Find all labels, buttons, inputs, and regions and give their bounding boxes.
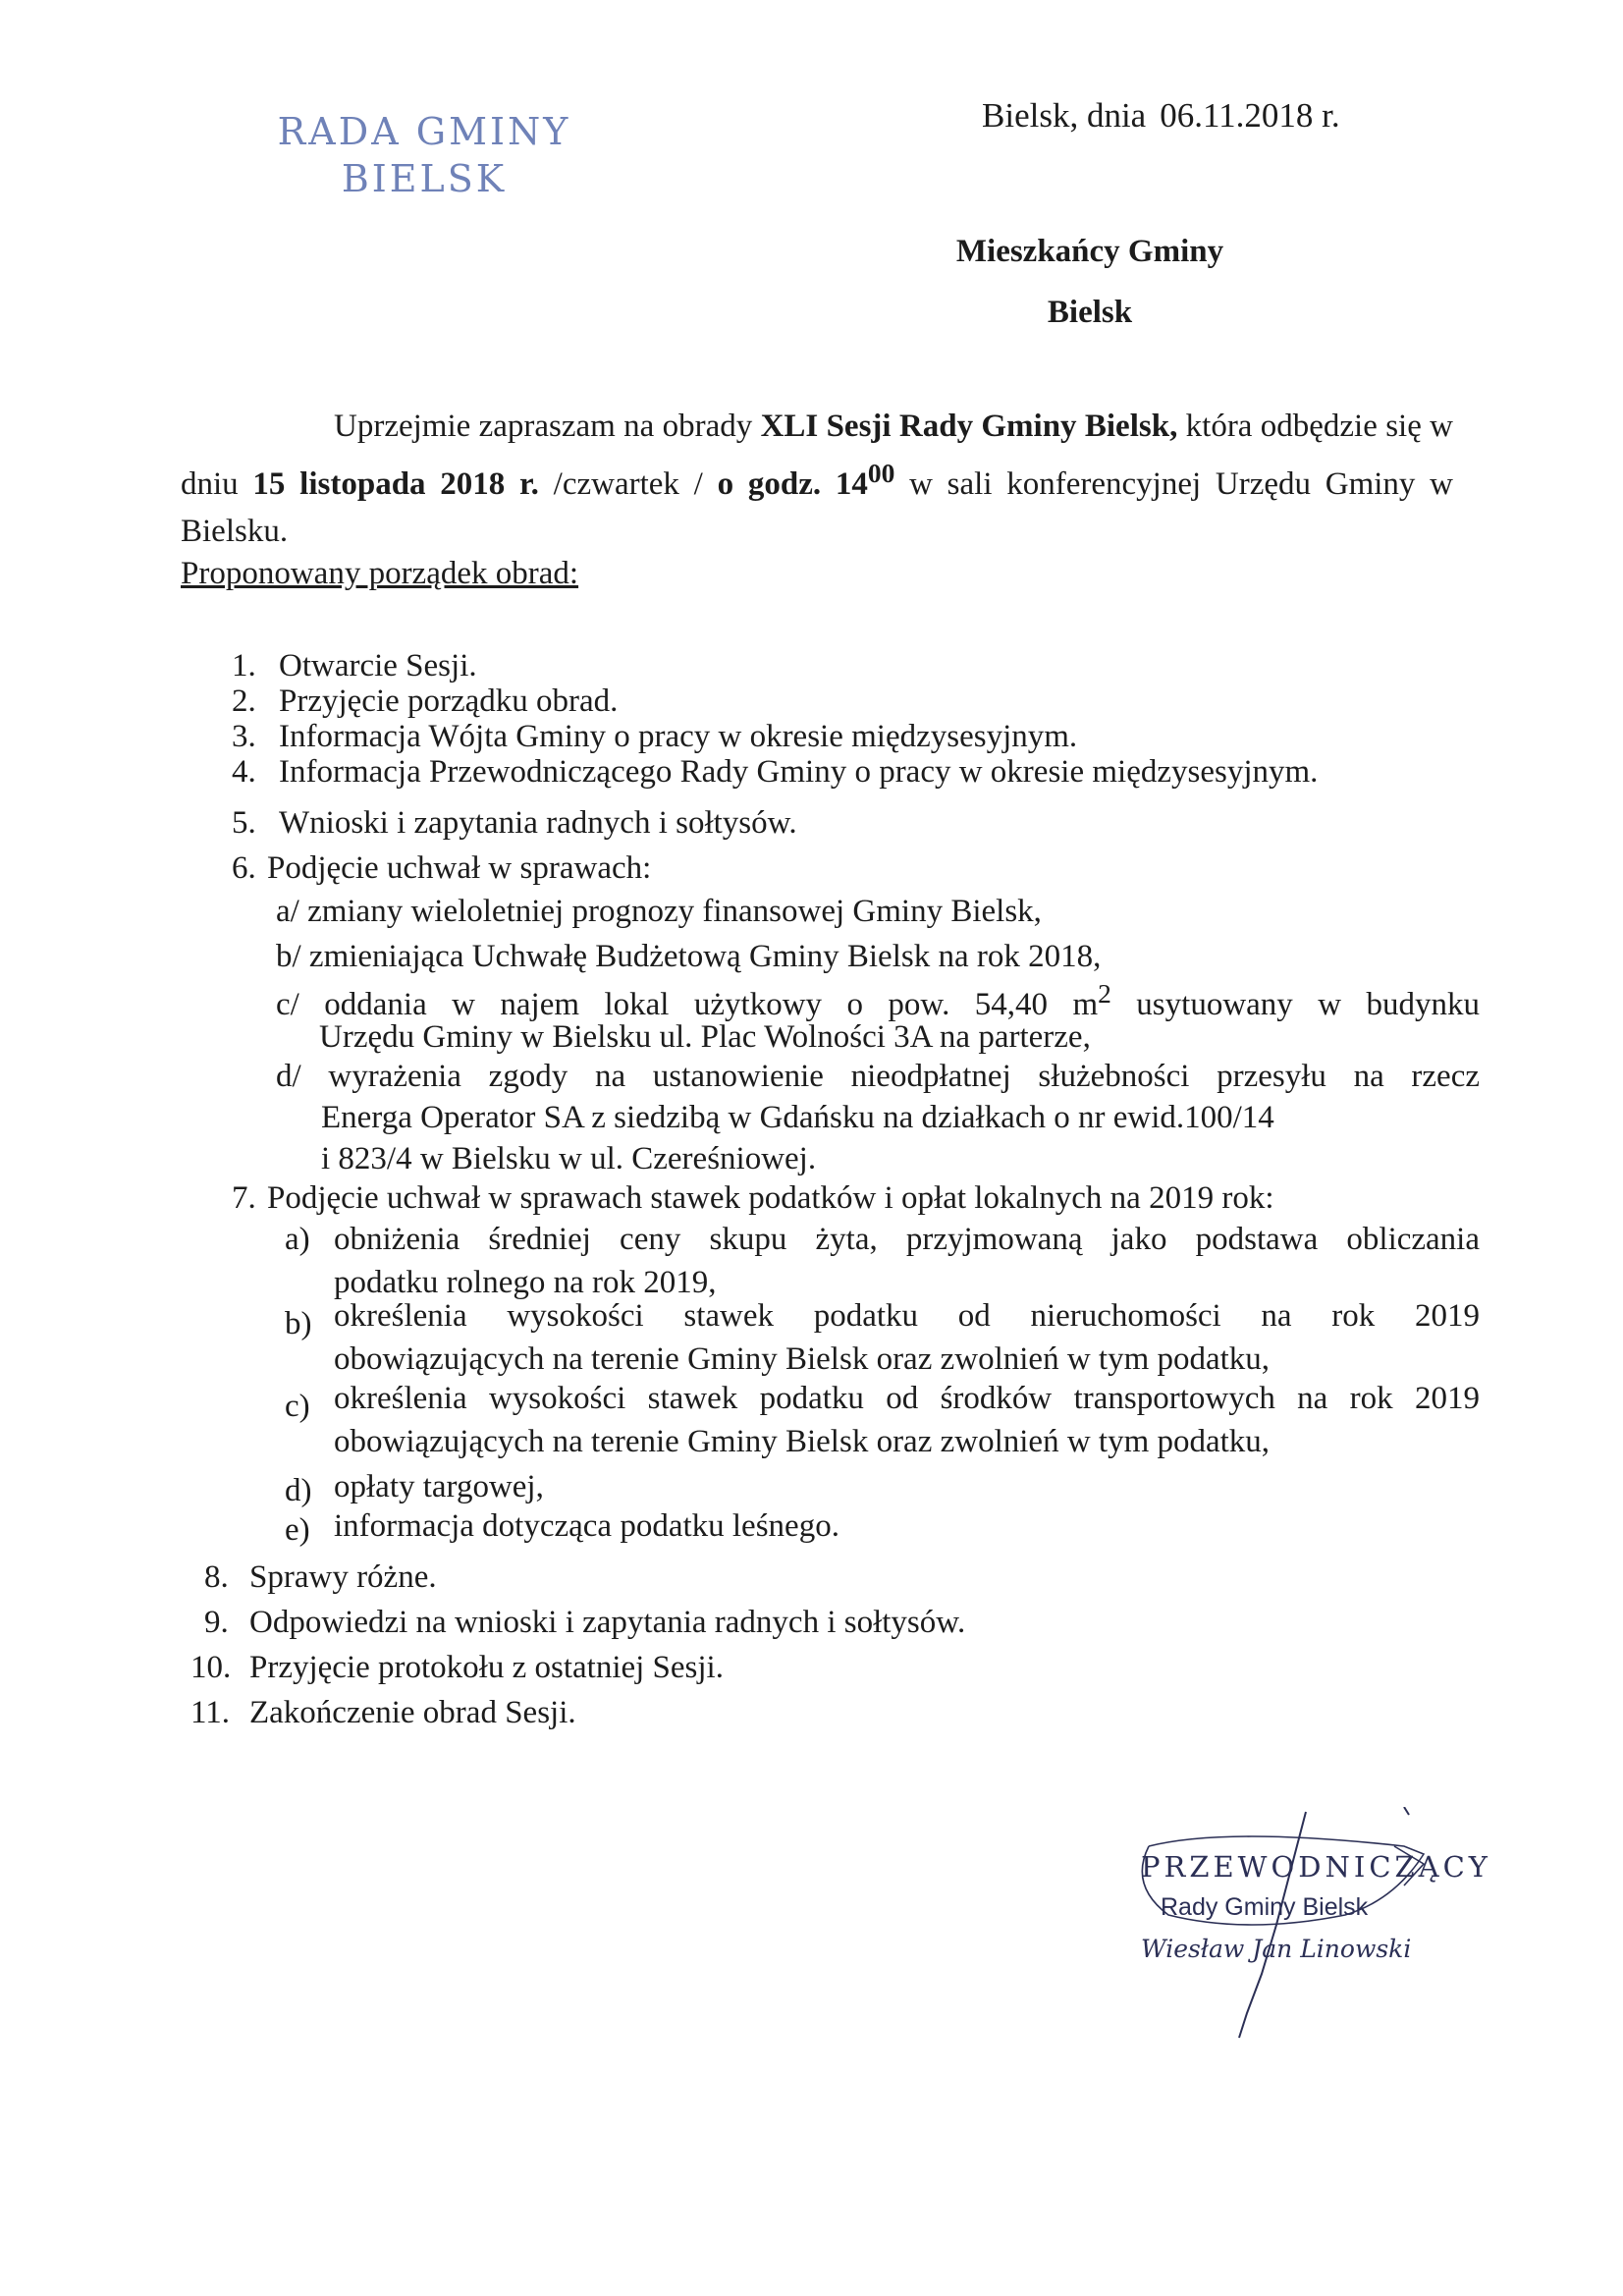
agenda-item-2: 2. Przyjęcie porządku obrad. <box>232 683 619 719</box>
item-7-sub-e-text: informacja dotycząca podatku leśnego. <box>334 1508 839 1544</box>
invitation-paragraph <box>181 403 1453 555</box>
agenda-item-11: 11. Zakończenie obrad Sesji. <box>190 1695 576 1730</box>
item-7-sub-b-line-1: określenia wysokości stawek podatku od nieruchomości na rok 2019 <box>334 1298 1480 1334</box>
intro-text-2: która odbędzie się w dniu <box>181 409 1453 502</box>
addressee-line-1: Mieszkańcy Gminy <box>955 234 1224 269</box>
agenda-item-3: 3. Informacja Wójta Gminy o pracy w okresie międzysesyjnym. <box>232 719 1078 754</box>
item-6-sub-d-line-3: i 823/4 w Bielsku w ul. Czereśniowej. <box>321 1141 817 1176</box>
addressee-line-2: Bielsk <box>1047 295 1133 330</box>
chairman-signature-block <box>1109 1807 1491 2052</box>
session-time: o godz. 14 <box>717 466 868 502</box>
agenda-item-5: 5. Wnioski i zapytania radnych i sołtysów. <box>232 805 797 841</box>
signature-title: PRZEWODNICZĄCY <box>1141 1850 1491 1884</box>
signature-scribble <box>1109 1807 1434 2052</box>
item-6-sub-c-line-2: Urzędu Gminy w Bielsku ul. Plac Wolności 3A na parterze, <box>319 1019 1091 1055</box>
item-6-sub-c-line-1: c/ oddania w najem lokal użytkowy o pow. 54,40 $m^2$ usytuowany w budynku <box>276 978 1480 1022</box>
session-date: 15 listopada 2018 r. <box>252 466 539 502</box>
agenda-item-8: 8. Sprawy różne. <box>204 1559 437 1595</box>
stamp-line-2: BIELSK <box>341 157 508 200</box>
session-name: XLI Sesji Rady Gminy Bielsk, <box>760 409 1178 444</box>
intro-weekday: /czwartek / <box>538 466 718 502</box>
item-6-sub-a: a/ zmiany wieloletniej prognozy finansowej Gminy Bielsk, <box>276 894 1042 929</box>
item-7-sub-a-label: a) <box>285 1222 310 1257</box>
item-7-sub-a-line-1: obniżenia średniej ceny skupu żyta, przyjmowaną jako podstawa obliczania <box>334 1222 1480 1257</box>
intro-text-1: Uprzejmie zapraszam na obrady <box>334 409 761 444</box>
item-6-sub-d-line-2: Energa Operator SA z siedzibą w Gdańsku na działkach o nr ewid.100/14 <box>321 1100 1274 1135</box>
item-7-sub-b-line-2: obowiązujących na terenie Gminy Bielsk oraz zwolnień w tym podatku, <box>334 1341 1271 1377</box>
date-value: 06.11.2018 r. <box>1160 96 1340 135</box>
item-6-sub-b: b/ zmieniająca Uchwałę Budżetową Gminy Bielsk na rok 2018, <box>276 939 1102 974</box>
item-7-sub-d-label: d) <box>285 1473 312 1508</box>
item-6-sub-d-line-1: d/ wyrażenia zgody na ustanowienie nieodpłatnej służebności przesyłu na rzecz <box>276 1059 1480 1094</box>
stamp-line-1: RADA GMINY <box>277 110 571 153</box>
agenda-item-7: 7. Podjęcie uchwał w sprawach stawek podatków i opłat lokalnych na 2019 rok: <box>232 1180 1274 1216</box>
session-time-minutes: 00 <box>867 458 895 488</box>
agenda-item-6: 6. Podjęcie uchwał w sprawach: <box>232 850 652 886</box>
agenda-item-10: 10. Przyjęcie protokołu z ostatniej Sesji. <box>190 1650 724 1685</box>
item-7-sub-b-label: b) <box>285 1306 312 1341</box>
item-7-sub-e-label: e) <box>285 1512 310 1548</box>
date-line <box>982 96 1340 136</box>
item-7-sub-a-line-2: podatku rolnego na rok 2019, <box>334 1265 717 1300</box>
agenda-item-1: 1. Otwarcie Sesji. <box>232 648 477 683</box>
date-place: Bielsk, dnia <box>982 96 1147 135</box>
signatory-name: Wiesław Jan Linowski <box>1141 1935 1412 1963</box>
agenda-item-9: 9. Odpowiedzi na wnioski i zapytania radnych i sołtysów. <box>204 1605 966 1640</box>
council-stamp <box>277 108 571 202</box>
item-7-sub-c-line-2: obowiązujących na terenie Gminy Bielsk oraz zwolnień w tym podatku, <box>334 1424 1271 1459</box>
agenda-item-4: 4. Informacja Przewodniczącego Rady Gminy o pracy w okresie międzysesyjnym. <box>232 754 1319 790</box>
item-7-sub-c-label: c) <box>285 1389 310 1424</box>
agenda-heading: Proponowany porządek obrad: <box>181 556 579 591</box>
item-7-sub-c-line-1: określenia wysokości stawek podatku od środków transportowych na rok 2019 <box>334 1381 1480 1416</box>
item-7-sub-d-text: opłaty targowej, <box>334 1469 544 1504</box>
signature-subtitle: Rady Gminy Bielsk <box>1161 1893 1369 1921</box>
intro-location: w sali konferencyjnej Urzędu Gminy w Bielsku. <box>181 466 1454 549</box>
